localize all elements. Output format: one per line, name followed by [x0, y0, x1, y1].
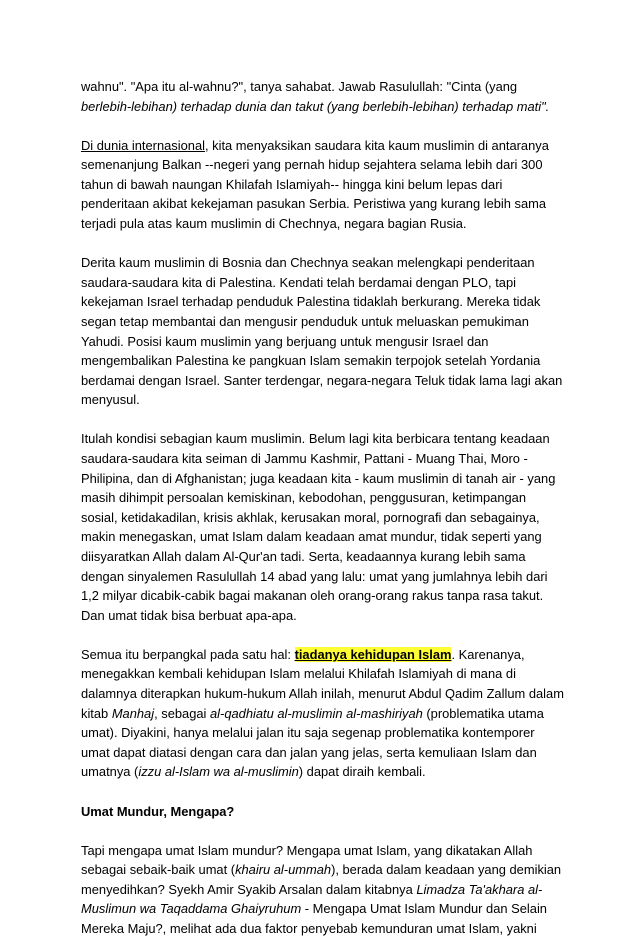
italic-quote: berlebih-lebihan) terhadap dunia dan takut (yang berlebih-lebihan) terhadap mati". [81, 98, 550, 114]
text-line: makin menegaskan, umat Islam dalam keadaan amat mundur, tidak seperti yang [81, 529, 542, 545]
text-line-content: Semua itu berpangkal pada satu hal: [81, 646, 295, 662]
text-line-content: (problematika utama [422, 705, 544, 721]
text-line: umat). Diyakini, hanya melalui jalan itu saja segenap problematika kontemporer [81, 725, 535, 741]
italic-book-title: Muslimun wa Taqaddama Ghaiyruhum [81, 901, 302, 917]
text-line-content: umatnya ( [81, 764, 139, 780]
document-body [81, 77, 571, 939]
text-line: Mereka Maju?, melihat ada dua faktor penyebab kemunduran umat Islam, yakni [81, 920, 537, 936]
text-line-content: sebagai sebaik-baik umat ( [81, 862, 236, 878]
text-line: dalamnya diterapkan hukum-hukum Allah inilah, menurut Abdul Qadim Zallum dalam [81, 686, 564, 702]
text-line: terjadi pula atas kaum muslimin di Chechnya, negara bagian Rusia. [81, 216, 467, 232]
text-line-content: kitab [81, 705, 112, 721]
text-line: semenanjung Balkan --negeri yang pernah hidup sejahtera selama lebih dari 300 [81, 157, 543, 173]
text-line: umat dapat diatasi dengan cara dan jalan yang jelas, serta kemuliaan Islam dan [81, 744, 537, 760]
text-line: Philipina, dan di Afghanistan; juga keadaan kita - kaum muslimin di tanah air - yang [81, 470, 556, 486]
text-line-content: menyedihkan? Syekh Amir Syakib Arsalan dalam kitabnya [81, 881, 417, 897]
hyperlink-di-dunia-internasional[interactable]: Di dunia internasional [81, 137, 205, 153]
text-line [81, 136, 571, 156]
text-line: masih dihimpit persoalan kemiskinan, kebodohan, penggusuran, ketimpangan [81, 490, 527, 506]
text-line: diisyaratkan Allah dalam Al-Qur'an tadi. Serta, keadaannya kurang lebih sama [81, 548, 526, 564]
text-line-content: . Karenanya, [451, 646, 525, 662]
text-line: 1,2 milyar dicabik-cabik bagai makanan oleh orang-orang rakus tanpa rasa takut. [81, 588, 544, 604]
text-line-content: ) dapat diraih kembali. [298, 764, 426, 780]
text-line: penderitaan akibat kekejaman pasukan Serbia. Peristiwa yang kurang lebih sama [81, 196, 547, 212]
text-line: dengan sinyalemen Rasulullah 14 abad yang lalu: umat yang jumlahnya lebih dari [81, 568, 548, 584]
text-line: tahun di bawah naungan Khilafah Islamiyah-- hingga kini belum lepas dari [81, 176, 503, 192]
text-line-content: wahnu". "Apa itu al-wahnu?", tanya sahabat. Jawab Rasulullah: "Cinta (yang [81, 79, 518, 94]
italic-term: al-qadhiatu al-muslimin al-mashiriyah [210, 705, 423, 721]
text-line: Tapi mengapa umat Islam mundur? Mengapa umat Islam, yang dikatakan Allah [81, 842, 533, 858]
text-line: Yahudi. Posisi kaum muslimin yang berjuang untuk mengusir Israel dan [81, 333, 489, 349]
italic-book-title: Limadza Ta'akhara al- [416, 881, 543, 897]
text-line-content: , kita menyaksikan saudara kita kaum muslimin di antaranya [204, 137, 549, 153]
text-line: Itulah kondisi sebagian kaum muslimin. Belum lagi kita berbicara tentang keadaan [81, 431, 550, 447]
text-line [81, 77, 571, 97]
text-line [81, 645, 571, 665]
text-line: mengembalikan Palestina ke pangkuan Islam semakin terpojok setelah Yordania [81, 353, 541, 369]
text-line: berdamai dengan Israel. Santer terdengar, negara-negara Teluk tidak lama lagi akan [81, 372, 563, 388]
paragraph-hadith-quote [81, 77, 571, 116]
text-line-content: - Mengapa Umat Islam Mundur dan Selain [301, 901, 547, 917]
text-line: kekejaman Israel terhadap penduduk Palestina tidaklah berkurang. Mereka tidak [81, 294, 541, 310]
text-line: menyusul. [81, 392, 140, 408]
text-line [81, 880, 571, 900]
text-line: saudara-saudara kita di Palestina. Kendati telah berdamai dengan PLO, tapi [81, 274, 516, 290]
paragraph-mengapa-mundur [81, 841, 571, 939]
text-line [81, 97, 571, 117]
text-line [81, 704, 571, 724]
italic-term: izzu al-Islam wa al-muslimin [138, 764, 299, 780]
text-line: segan tetap membantai dan mengusir penduduk untuk meluaskan pemukiman [81, 313, 529, 329]
text-line-content: ), berada dalam keadaan yang demikian [331, 862, 562, 878]
text-line [81, 899, 571, 919]
text-line: menegakkan kembali kehidupan Islam melalui Khilafah Islamiyah di mana di [81, 666, 516, 682]
paragraph-bosnia-chechnya [81, 253, 571, 410]
text-line: Dan umat tidak bisa berbuat apa-apa. [81, 607, 297, 623]
paragraph-international [81, 136, 571, 234]
paragraph-berpangkal [81, 645, 571, 782]
text-line: saudara-saudara kita seiman di Jammu Kashmir, Pattani - Muang Thai, Moro - [81, 451, 528, 466]
paragraph-kondisi [81, 429, 571, 625]
text-line-content: , sebagai [154, 705, 210, 721]
italic-term: khairu al-ummah [235, 862, 332, 878]
text-line: Derita kaum muslimin di Bosnia dan Chechnya seakan melengkapi penderitaan [81, 255, 535, 271]
text-line [81, 860, 571, 880]
highlighted-keyword[interactable]: tiadanya kehidupan Islam [294, 646, 452, 662]
italic-book-title: Manhaj [111, 705, 155, 721]
text-line: sosial, ketidakadilan, krisis akhlak, kerusakan moral, pornografi dan sebagainya, [81, 509, 540, 525]
section-heading: Umat Mundur, Mengapa? [81, 803, 235, 819]
text-line [81, 762, 571, 782]
